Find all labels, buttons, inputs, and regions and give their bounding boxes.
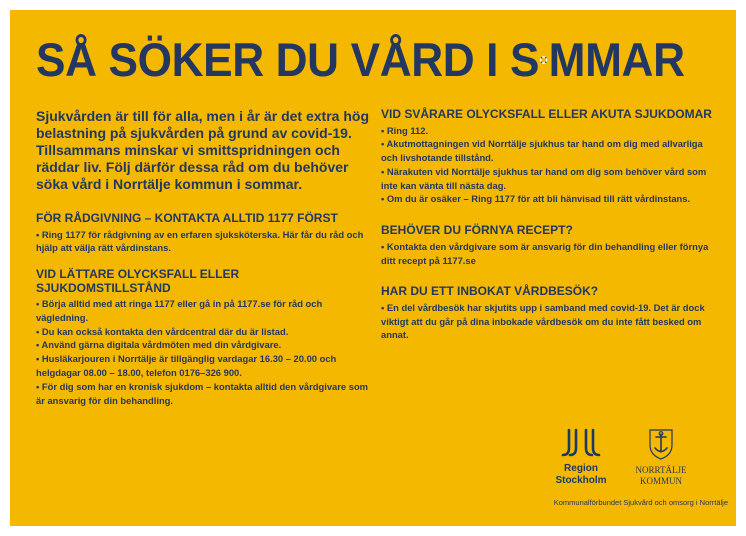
bullet-item: • Om du är osäker – Ring 1177 för att bli hänvisad till rätt vårdinstans.: [381, 193, 691, 205]
section-radgivning: [36, 212, 374, 255]
bullet-item: • Ring 112.: [381, 124, 429, 136]
bullet-item: • Börja alltid med att ringa 1177 eller gå in på 1177.se för råd och vägledning.: [36, 298, 323, 323]
bullet-item: • En del vårdbesök har skjutits upp i samband med covid-19. Det är dock viktigt att du går på dina inbokade vårdbesök om du inte fått besked om annat.: [381, 301, 705, 341]
section-fornya-recept: [381, 224, 716, 267]
section-heading: BEHÖVER DU FÖRNYA RECEPT?: [381, 223, 573, 238]
intro-text: Sjukvården är till för alla, men i år är det extra hög belastning på sjukvården på grund av covid-19. Tillsammans minskar vi smittspridningen och räddar liv. Följ därför dessa råd om du behöver söka vård i Norrtälje kommun i sommar.: [36, 108, 369, 192]
norrtalje-coat-of-arms-icon: [648, 428, 674, 460]
section-heading: FÖR RÅDGIVNING – KONTAKTA ALLTID 1177 FÖRST: [36, 211, 338, 225]
lifebuoy-icon: [540, 37, 548, 83]
logos: [548, 428, 724, 498]
bullet-item: • Kontakta den vårdgivare som är ansvarig för din behandling eller förnya ditt recept på 1177.se: [381, 240, 709, 266]
title-part-2: MMAR: [548, 33, 685, 86]
region-logo-line1: Region: [564, 463, 598, 474]
right-column: [381, 108, 716, 360]
footer-text: Kommunalförbundet Sjukvård och omsorg i Norrtälje: [553, 498, 728, 507]
section-svarare-olycksfall: [381, 108, 716, 206]
section-inbokat-vardbesok: [381, 285, 716, 342]
bullet-item: • Du kan också kontakta den vårdcentral där du är listad.: [36, 325, 289, 337]
region-stockholm-logo: [548, 428, 614, 487]
region-stockholm-logo-icon: [561, 428, 601, 458]
left-column: [36, 108, 374, 420]
page-title: [36, 32, 685, 88]
bullet-item: • Husläkarjouren i Norrtälje är tillgänglig vardagar 16.30 – 20.00 och helgdagar 08.00 – 18.00, telefon 0176–326 900.: [36, 353, 337, 379]
bullet-item: • Närakuten vid Norrtälje sjukhus tar hand om dig som behöver vård som inte kan vänta till nästa dag.: [381, 165, 707, 191]
bullet-item: • För dig som har en kronisk sjukdom – kontakta alltid den vårdgivare som är ansvarig för din behandling.: [36, 380, 369, 406]
kommun-logo-line2: KOMMUN: [639, 476, 682, 486]
kommun-logo-line1: NORRTÄLJE: [635, 465, 687, 475]
section-lattare-olycksfall: [36, 268, 374, 407]
bullet-item: • Ring 1177 för rådgivning av en erfaren sjuksköterska. Här får du råd och hjälp att välja rätt vårdinstans.: [36, 228, 364, 254]
bullet-item: • Använd gärna digitala vårdmöten med din vårdgivare.: [36, 339, 282, 351]
section-heading: HAR DU ETT INBOKAT VÅRDBESÖK?: [381, 284, 599, 299]
title-part-1: SÅ SÖKER DU VÅRD I S: [36, 33, 540, 86]
section-heading: VID LÄTTARE OLYCKSFALL ELLER SJUKDOMSTILLSTÅND: [36, 267, 240, 295]
bullet-item: • Akutmottagningen vid Norrtälje sjukhus tar hand om dig med allvarliga och livshotande tillstånd.: [381, 138, 703, 164]
section-heading: VID SVÅRARE OLYCKSFALL ELLER AKUTA SJUKDOMAR: [381, 107, 712, 121]
region-logo-line2: Stockholm: [555, 475, 607, 486]
norrtalje-kommun-logo: [626, 428, 696, 487]
